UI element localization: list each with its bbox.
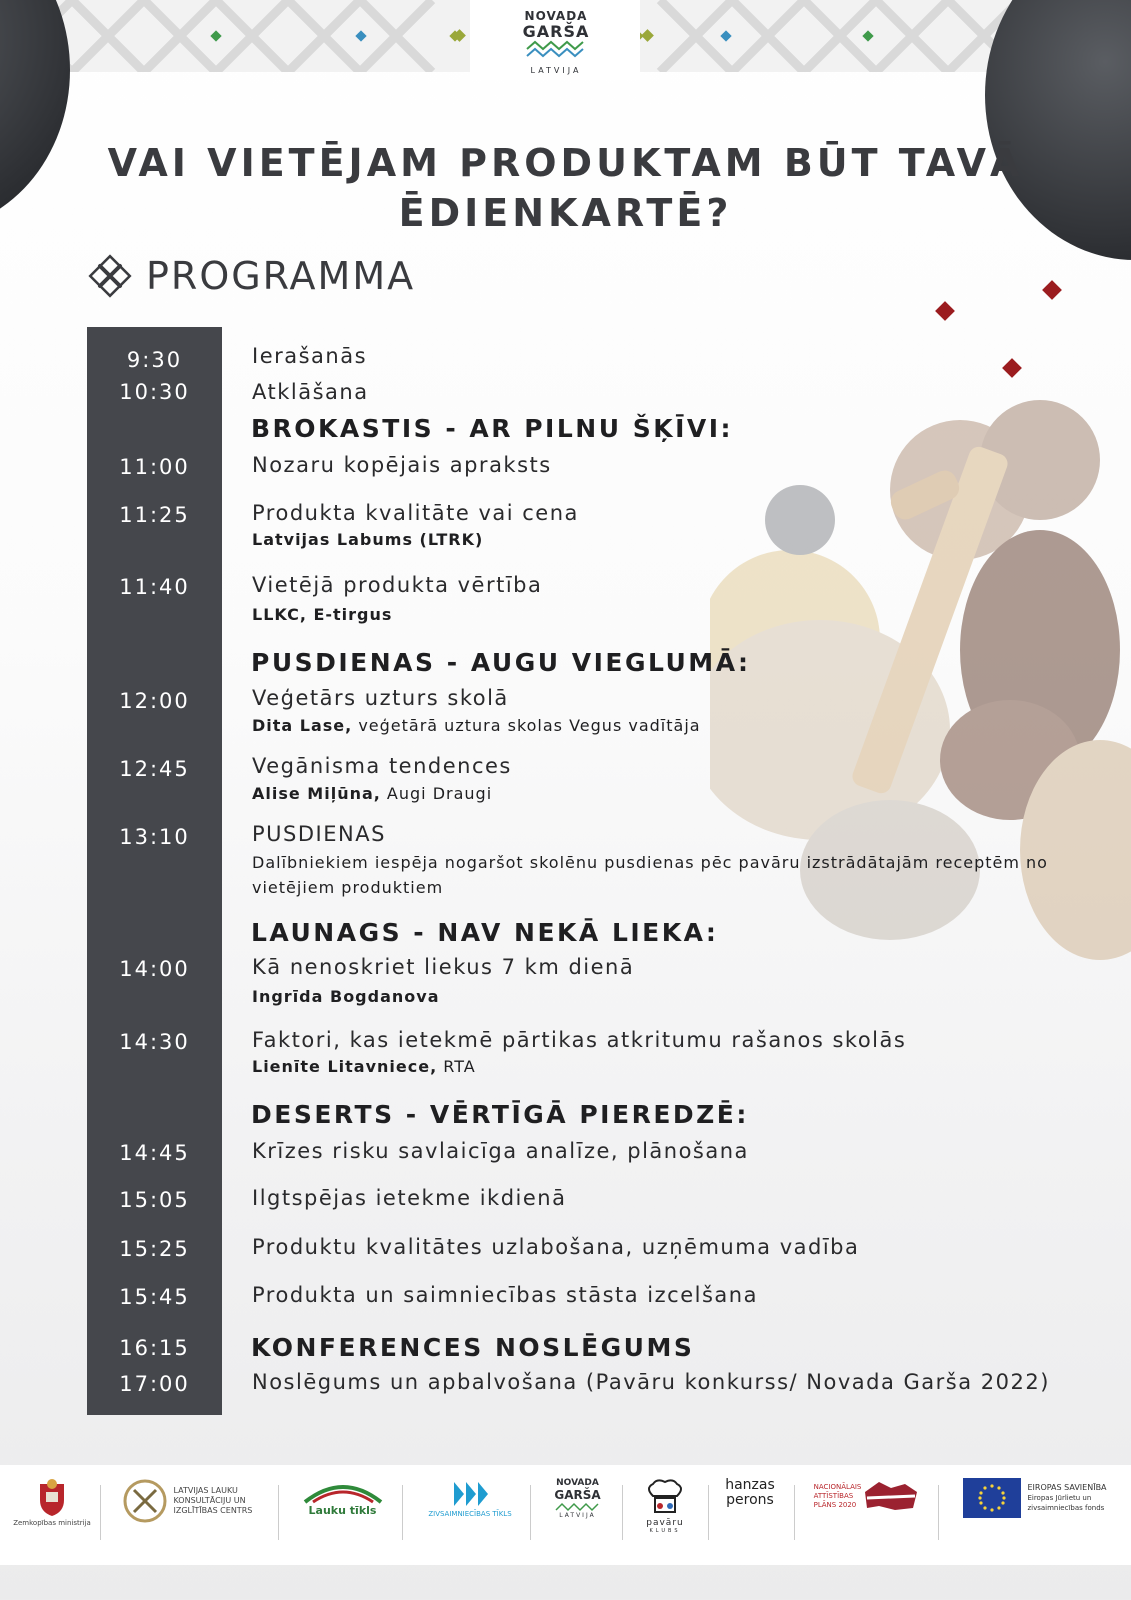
item-pusdienas: PUSDIENAS [252,822,386,846]
time-1030: 10:30 [119,380,190,404]
logo-pavaru-klubs [635,1478,695,1534]
footer-separator [402,1485,403,1540]
logo-hanzas-perons [716,1478,784,1508]
ng-line2: GARŠA [554,1488,601,1502]
section-brokastis: BROKASTIS - AR PILNU ŠĶĪVI: [251,414,734,443]
coat-of-arms-icon [32,1478,72,1518]
title-line2: ĒDIENKARTĒ? [398,191,733,235]
lauku-tikls-icon [303,1478,383,1504]
header-pattern-left [0,0,470,72]
item-apbalvosana: Noslēgums un apbalvošana (Pavāru konkurss/ Novada Garša 2022) [252,1370,1050,1394]
item-atklasana: Atklāšana [252,380,369,404]
food-illustration [710,400,1131,1000]
latvia-map-icon [861,1478,921,1514]
item-vegetars: Veģetārs uzturs skolā [252,686,509,710]
eu-text [1027,1483,1106,1513]
ng-line1: NOVADA [556,1478,599,1488]
item-ilgtspejas: Ilgtspējas ietekme ikdienā [252,1186,567,1210]
program-heading [88,254,415,298]
zm-label: Zemkopības ministrija [13,1519,91,1527]
time-1430: 14:30 [119,1030,190,1054]
time-1615: 16:15 [119,1336,190,1360]
time-1505: 15:05 [119,1188,190,1212]
logo-line3: LATVIJA [530,66,582,75]
chef-hat-icon [643,1478,687,1518]
time-1125: 11:25 [119,503,190,527]
item-ierasanas: Ierašanās [252,344,368,368]
item-veganisma-sub [252,784,492,803]
logo-eu [950,1478,1120,1518]
item-krizes: Krīzes risku savlaicīga analīze, plānošana [252,1139,749,1163]
item-produkta-kvalitate-sub [252,530,483,549]
section-nosleguma: KONFERENCES NOSLĒGUMS [251,1333,695,1362]
speaker-role: Augi Draugi [380,784,493,803]
plate-left [0,0,70,230]
nap-line3: PLĀNS 2020 [813,1500,857,1509]
time-1100: 11:00 [119,455,190,479]
red-diamond-3 [1002,358,1022,378]
logo-pattern-icon [554,1502,602,1512]
item-nozaru: Nozaru kopējais apraksts [252,453,552,477]
time-1445: 14:45 [119,1141,190,1165]
speaker: Dita Lase, [252,716,353,735]
hanzas-line2: perons [726,1492,774,1508]
speaker-role: RTA [437,1057,476,1076]
item-vegetars-sub [252,716,701,735]
speaker-role: veģetārā uztura skolas Vegus vadītāja [352,716,701,735]
title-line1: VAI VIETĒJAM PRODUKTAM BŪT TAVĀ [107,141,1024,185]
item-nenoskriet-sub [252,987,440,1006]
speaker: Alise Miļūna, [252,784,381,803]
fish-network-icon [450,1478,490,1510]
time-1545: 15:45 [119,1285,190,1309]
footer-separator [938,1485,939,1540]
eu-line3: zivsaimniecības fonds [1027,1504,1105,1512]
item-stasta: Produkta un saimniecības stāsta izcelšana [252,1283,758,1307]
time-1140: 11:40 [119,575,190,599]
eu-flag-icon [963,1478,1021,1518]
zivs-label: ZIVSAIMNIECĪBAS TĪKLS [428,1510,512,1518]
logo-line2: GARŠA [522,22,590,41]
logo-zivsaimniecibas [420,1478,520,1518]
logo-lauku-tikls [295,1478,390,1517]
logo-line1: NOVADA [524,9,588,23]
speaker: Lienīte Litavniece, [252,1057,438,1076]
item-vietejā-produkta: Vietējā produkta vērtība [252,573,543,597]
logo-novada-garsa-footer [545,1478,610,1519]
item-nenoskriet: Kā nenoskriet liekus 7 km dienā [252,955,635,979]
footer-separator [530,1485,531,1540]
eu-line2: Eiropas Jūrlietu un [1027,1494,1092,1502]
item-faktori-sub [252,1057,476,1076]
section-pusdienas: PUSDIENAS - AUGU VIEGLUMĀ: [251,648,751,677]
section-launags: LAUNAGS - NAV NEKĀ LIEKA: [251,918,719,947]
llkc-emblem-icon [122,1478,168,1524]
nap-line2: ATTĪSTĪBAS [813,1491,854,1500]
nap-text [814,1483,862,1510]
time-1400: 14:00 [119,957,190,981]
hanzas-line1: hanzas [725,1477,775,1493]
nap-line1: NACIONĀLAIS [813,1482,862,1491]
time-1525: 15:25 [119,1237,190,1261]
footer-separator [794,1485,795,1540]
program-label: PROGRAMMA [146,254,416,298]
speaker: Latvijas Labums (LTRK) [252,530,484,549]
logo-nap2020 [805,1478,930,1514]
lauku-label: Lauku tīkls [308,1504,377,1517]
logo-llkc [120,1478,270,1524]
item-veganisma: Vegānisma tendences [252,754,512,778]
llkc-label: LATVIJAS LAUKU KONSULTĀCIJU UN IZGLĪTĪBAS CENTRS [173,1486,253,1515]
logo-zemkopibas [12,1478,92,1528]
ng-line3: LATVIJA [559,1512,596,1519]
time-1200: 12:00 [119,689,190,713]
speaker: Ingrīda Bogdanova [252,987,440,1006]
item-vietejā-produkta-sub [252,605,392,624]
section-deserts: DESERTS - VĒRTĪGĀ PIEREDZĒ: [251,1100,749,1129]
logo-pattern-icon [525,40,587,58]
novada-garsa-logo [516,10,596,75]
item-pusdienas-desc: Dalībniekiem iespēja nogaršot skolēnu pusdienas pēc pavāru izstrādātajām receptēm no vietējiem produktiem [252,853,1048,897]
footer-separator [100,1485,101,1540]
time-1310: 13:10 [119,825,190,849]
eu-line1: EIROPAS SAVIENĪBA [1027,1483,1107,1492]
pavaru-line1: pavāru [646,1518,684,1528]
footer-separator [278,1485,279,1540]
fork-knife-cross-icon [88,254,132,298]
item-produkta-kvalitate: Produkta kvalitāte vai cena [252,501,579,525]
pavaru-line2: KLUBS [649,1528,681,1534]
time-0930: 9:30 [126,348,183,372]
footer-separator [622,1485,623,1540]
page-title [80,138,1051,238]
red-diamond-2 [1042,280,1062,300]
red-diamond-1 [935,301,955,321]
footer-separator [708,1485,709,1540]
item-produktu-kvalitates: Produktu kvalitātes uzlabošana, uzņēmuma vadība [252,1235,860,1259]
time-1700: 17:00 [119,1372,190,1396]
item-faktori: Faktori, kas ietekmē pārtikas atkritumu rašanos skolās [252,1028,907,1052]
time-1245: 12:45 [119,757,190,781]
speaker: LLKC, E-tirgus [252,605,393,624]
